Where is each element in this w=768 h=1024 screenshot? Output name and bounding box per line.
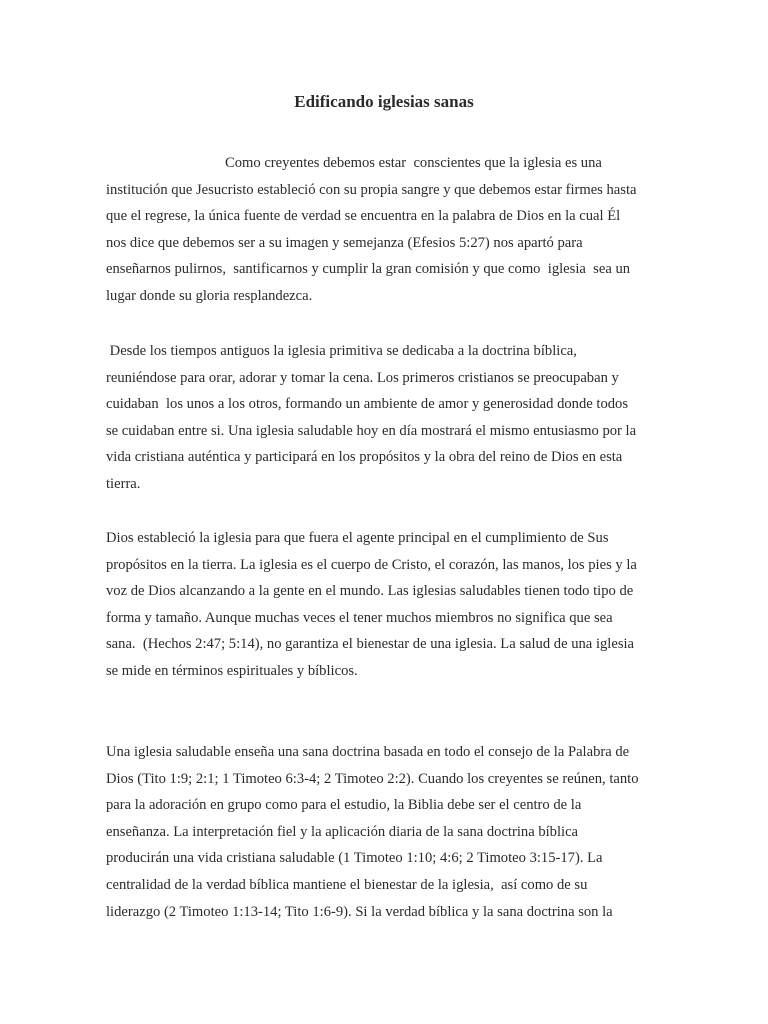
paragraph-4 — [106, 739, 686, 925]
paragraph-1 — [106, 150, 686, 310]
text-line: Una iglesia saludable enseña una sana doctrina basada en todo el consejo de la Palabra de — [106, 744, 630, 760]
text-line: que el regrese, la única fuente de verdad se encuentra en la palabra de Dios en la cual Él — [106, 208, 621, 225]
text-line: forma y tamaño. Aunque muchas veces el tener muchos miembros no significa que sea — [106, 609, 613, 626]
text-line: voz de Dios alcanzando a la gente en el mundo. Las iglesias saludables tienen todo tipo de — [106, 583, 634, 600]
text-line: se mide en términos espirituales y bíblicos. — [106, 662, 358, 679]
text-line: se cuidaban entre si. Una iglesia saludable hoy en día mostrará el mismo entusiasmo por la — [106, 422, 637, 439]
text-line: sana. (Hechos 2:47; 5:14), no garantiza el bienestar de una iglesia. La salud de una iglesia — [106, 636, 635, 653]
text-line: Desde los tiempos antiguos la iglesia primitiva se dedicaba a la doctrina bíblica, — [106, 343, 577, 359]
text-line: vida cristiana auténtica y participará en los propósitos y la obra del reino de Dios en esta — [106, 449, 623, 466]
text-line: lugar donde su gloria resplandezca. — [106, 287, 313, 304]
paragraph-3 — [106, 525, 686, 685]
text-line: institución que Jesucristo estableció con su propia sangre y que debemos estar firmes hasta — [106, 181, 637, 198]
document-title: Edificando iglesias sanas — [294, 92, 474, 111]
text-line: enseñanza. La interpretación fiel y la aplicación diaria de la sana doctrina bíblica — [106, 823, 579, 840]
text-line: nos dice que debemos ser a su imagen y semejanza (Efesios 5:27) nos apartó para — [106, 234, 583, 251]
text-line: reuniéndose para orar, adorar y tomar la cena. Los primeros cristianos se preocupaban y — [106, 369, 619, 386]
text-line: centralidad de la verdad bíblica mantiene el bienestar de la iglesia, así como de su — [106, 876, 588, 893]
text-line: enseñarnos pulirnos, santificarnos y cumplir la gran comisión y que como iglesia sea un — [106, 261, 631, 278]
text-line: Como creyentes debemos estar conscientes que la iglesia es una — [225, 155, 602, 171]
text-line: tierra. — [106, 475, 141, 492]
paragraph-2 — [106, 338, 686, 498]
text-line: producirán una vida cristiana saludable (1 Timoteo 1:10; 4:6; 2 Timoteo 3:15-17). La — [106, 850, 603, 867]
text-line: propósitos en la tierra. La iglesia es el cuerpo de Cristo, el corazón, las manos, los pies y la — [106, 556, 637, 573]
text-line: Dios estableció la iglesia para que fuera el agente principal en el cumplimiento de Sus — [106, 530, 609, 546]
text-line: cuidaban los unos a los otros, formando un ambiente de amor y generosidad donde todos — [106, 396, 629, 413]
text-line: para la adoración en grupo como para el estudio, la Biblia debe ser el centro de la — [106, 797, 582, 814]
text-line: liderazgo (2 Timoteo 1:13-14; Tito 1:6-9). Si la verdad bíblica y la sana doctrina son la — [106, 903, 613, 920]
text-line: Dios (Tito 1:9; 2:1; 1 Timoteo 6:3-4; 2 Timoteo 2:2). Cuando los creyentes se reúnen, tanto — [106, 770, 639, 787]
